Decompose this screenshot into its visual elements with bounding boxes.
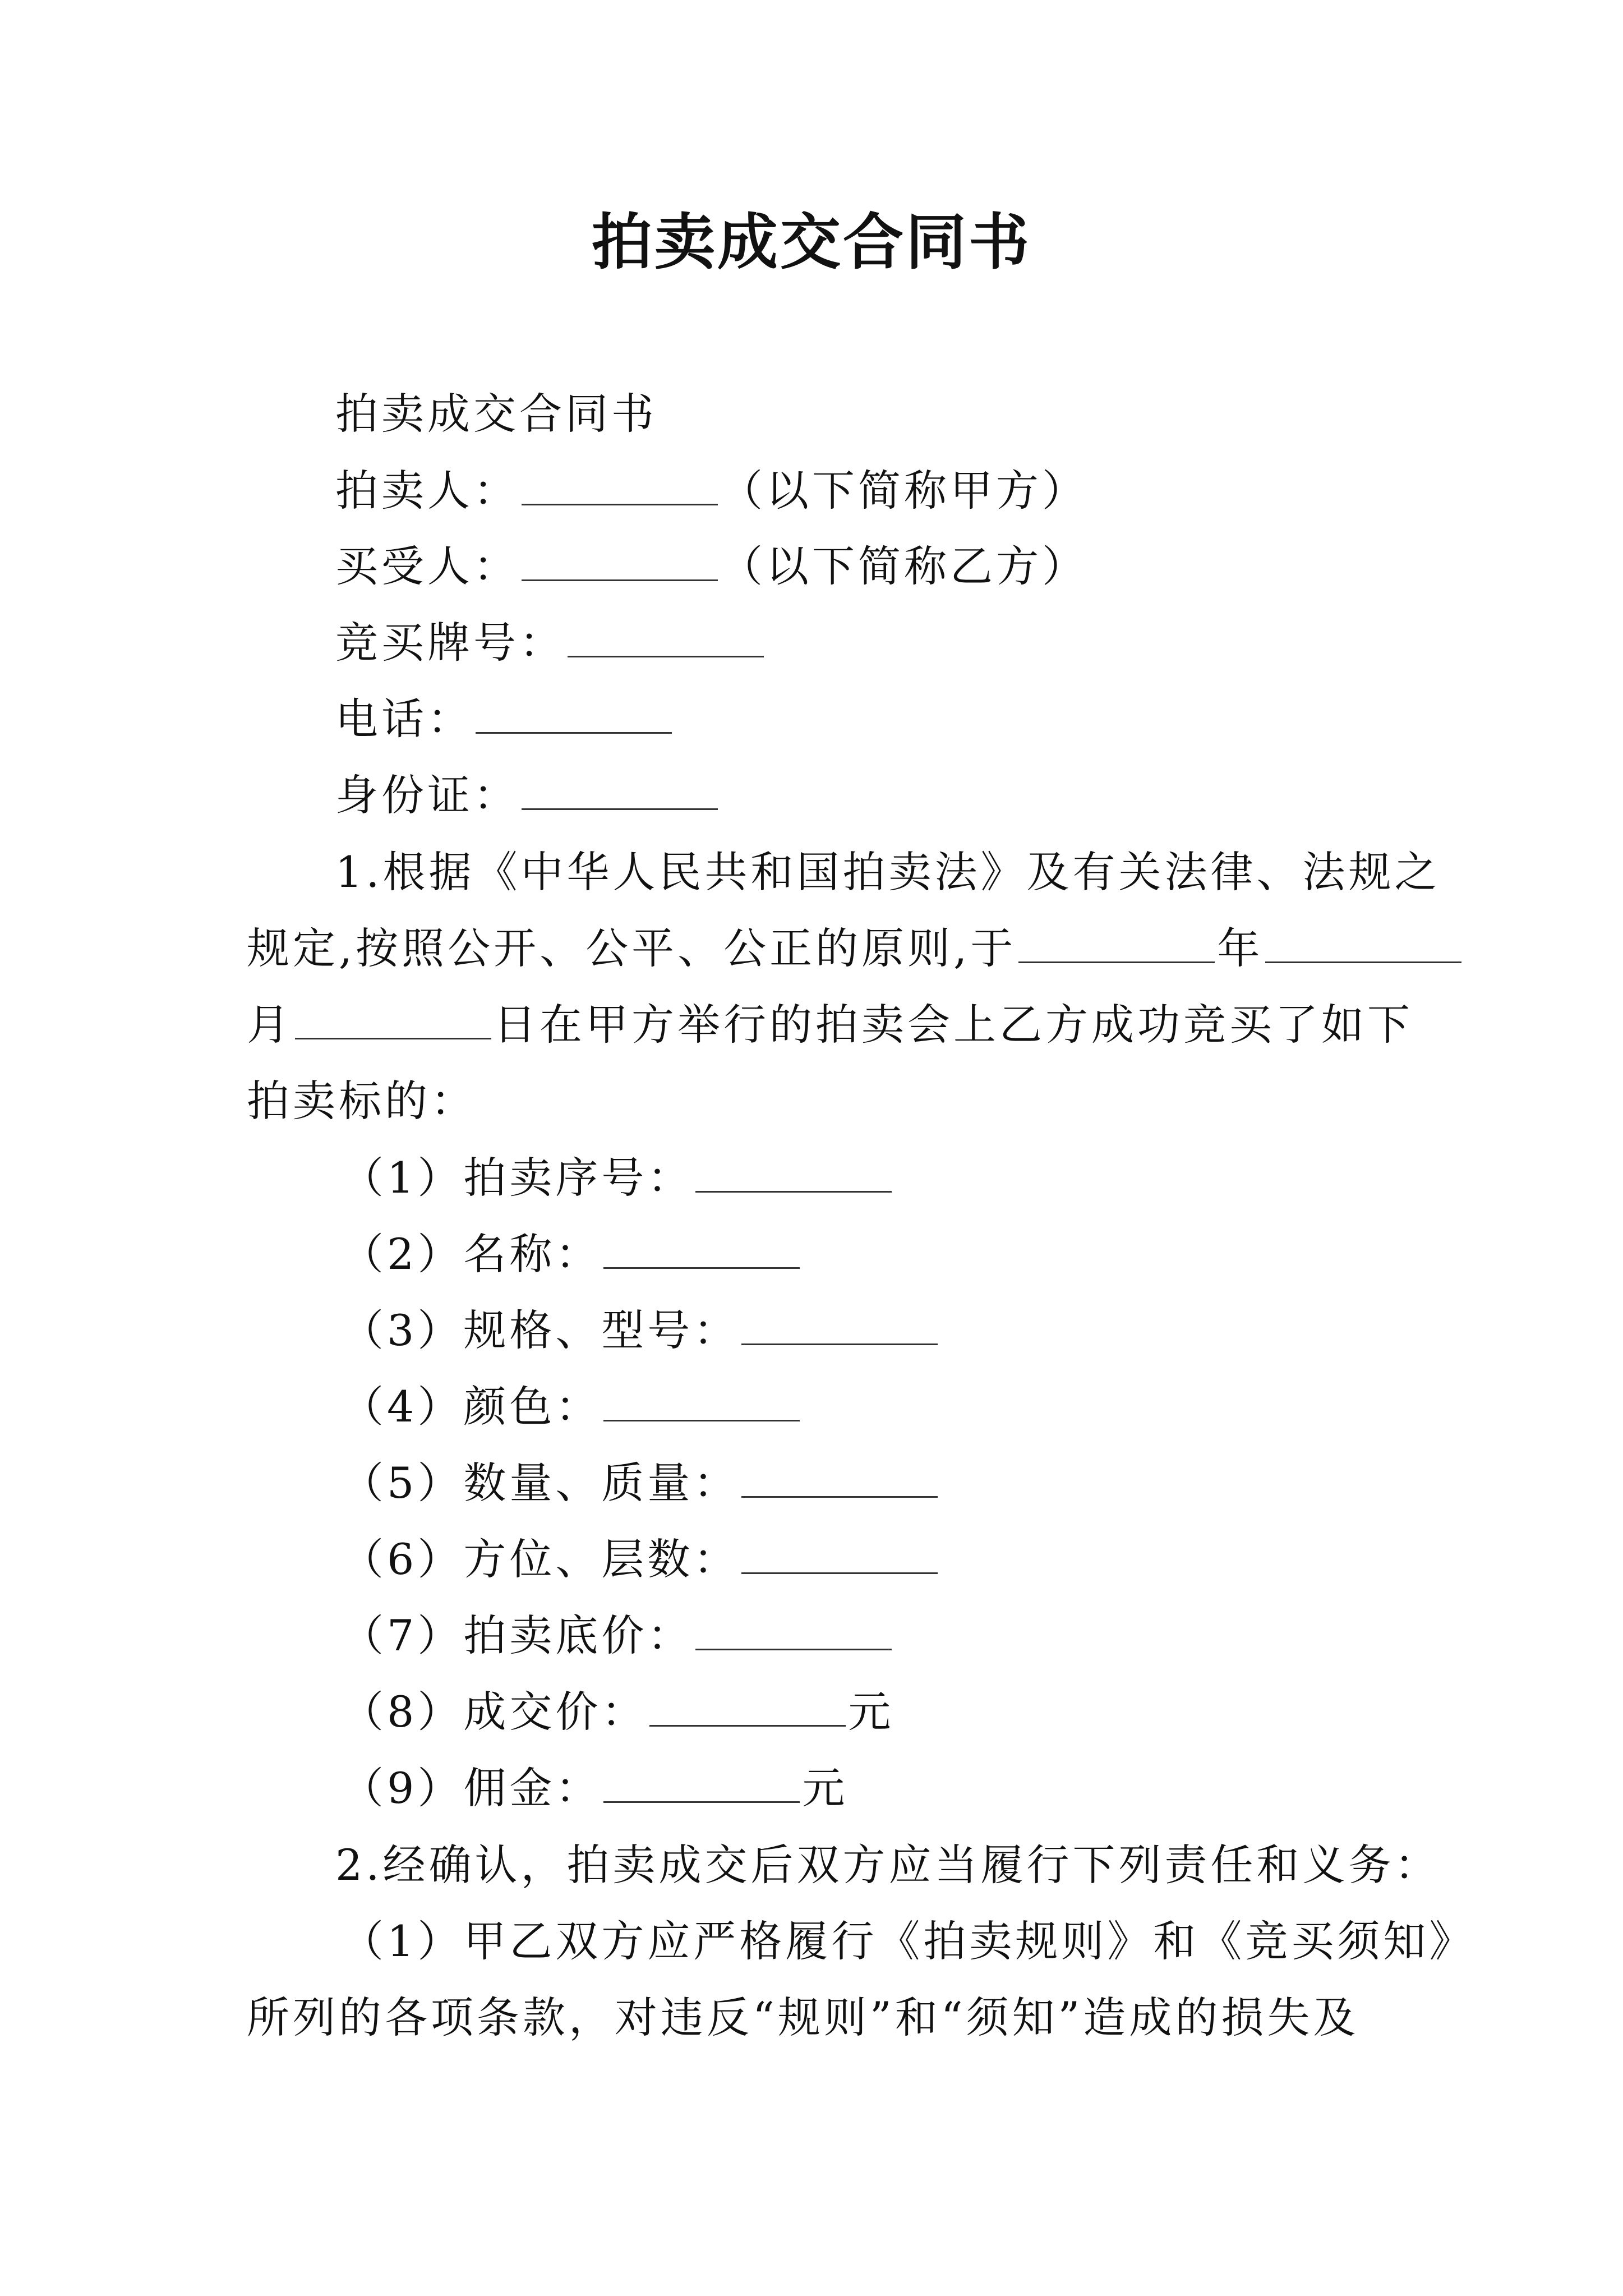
item-label: （7）拍卖底价：: [341, 1611, 694, 1660]
item-row: [341, 1455, 940, 1511]
item-blank: [695, 1648, 892, 1650]
item-blank: [741, 1342, 938, 1345]
year-label: 年: [1217, 923, 1264, 973]
item-row: [341, 1531, 940, 1588]
buyer-blank: [522, 578, 718, 581]
phone-blank: [476, 731, 672, 734]
year-blank: [1018, 960, 1215, 963]
item-row: [341, 1608, 894, 1664]
phone-label: 电话：: [335, 694, 473, 744]
item-suffix: 元: [802, 1763, 849, 1813]
clause1-line2: [247, 921, 1464, 977]
id-label: 身份证：: [335, 770, 519, 820]
auctioneer-label: 拍卖人：: [335, 466, 519, 516]
item-label: （3）规格、型号：: [341, 1305, 740, 1355]
item-row: [341, 1760, 848, 1816]
bid-number-label: 竞买牌号：: [335, 618, 565, 668]
item-label: （1）拍卖序号：: [341, 1153, 694, 1203]
item-row: [341, 1150, 894, 1206]
clause1-line3: [247, 997, 1413, 1053]
item-blank: [695, 1190, 892, 1193]
item-blank: [603, 1419, 800, 1421]
clause2-line2: （1）甲乙双方应严格履行《拍卖规则》和《竞买须知》: [341, 1916, 1476, 1966]
contract-subtitle: 拍卖成交合同书: [335, 389, 657, 439]
clause1-line1: 1.根据《中华人民共和国拍卖法》及有关法律、法规之: [335, 847, 1441, 897]
bid-number-blank: [568, 655, 764, 657]
buyer-note: （以下简称乙方）: [720, 541, 1088, 591]
item-row: [341, 1303, 940, 1359]
clause1-line3-text: 日在甲方举行的拍卖会上乙方成功竞买了如下: [494, 1000, 1413, 1050]
item-row: [341, 1226, 802, 1282]
item-row: [341, 1684, 894, 1740]
month-blank: [1265, 960, 1461, 963]
item-label: （8）成交价：: [341, 1687, 648, 1737]
clause2-line1: 2.经确认，拍卖成交后双方应当履行下列责任和义务：: [335, 1840, 1441, 1890]
auctioneer-note: （以下简称甲方）: [720, 466, 1088, 516]
bid-number-line: [335, 615, 766, 671]
clause1-line2-text: 规定,按照公开、公平、公正的原则,于: [247, 923, 1017, 973]
item-label: （2）名称：: [341, 1229, 602, 1279]
item-blank: [741, 1571, 938, 1574]
clause2-line3: 所列的各项条款，对违反“规则”和“须知”造成的损失及: [247, 1993, 1359, 2042]
item-blank: [603, 1800, 800, 1803]
item-blank: [649, 1724, 846, 1727]
buyer-line: [335, 539, 1088, 595]
item-blank: [603, 1266, 800, 1269]
auctioneer-line: [335, 463, 1088, 519]
day-blank: [295, 1037, 491, 1039]
item-label: （6）方位、层数：: [341, 1534, 740, 1584]
item-label: （4）颜色：: [341, 1382, 602, 1432]
document-title: 拍卖成交合同书: [591, 208, 1031, 278]
item-blank: [741, 1495, 938, 1498]
item-suffix: 元: [848, 1687, 895, 1737]
phone-line: [335, 691, 674, 747]
buyer-label: 买受人：: [335, 541, 519, 591]
item-label: （9）佣金：: [341, 1763, 602, 1813]
month-label: 月: [247, 1000, 293, 1050]
auctioneer-blank: [522, 503, 718, 505]
id-line: [335, 767, 720, 823]
id-blank: [522, 807, 718, 810]
clause1-line4: 拍卖标的：: [247, 1076, 477, 1126]
item-label: （5）数量、质量：: [341, 1458, 740, 1508]
item-row: [341, 1379, 802, 1435]
